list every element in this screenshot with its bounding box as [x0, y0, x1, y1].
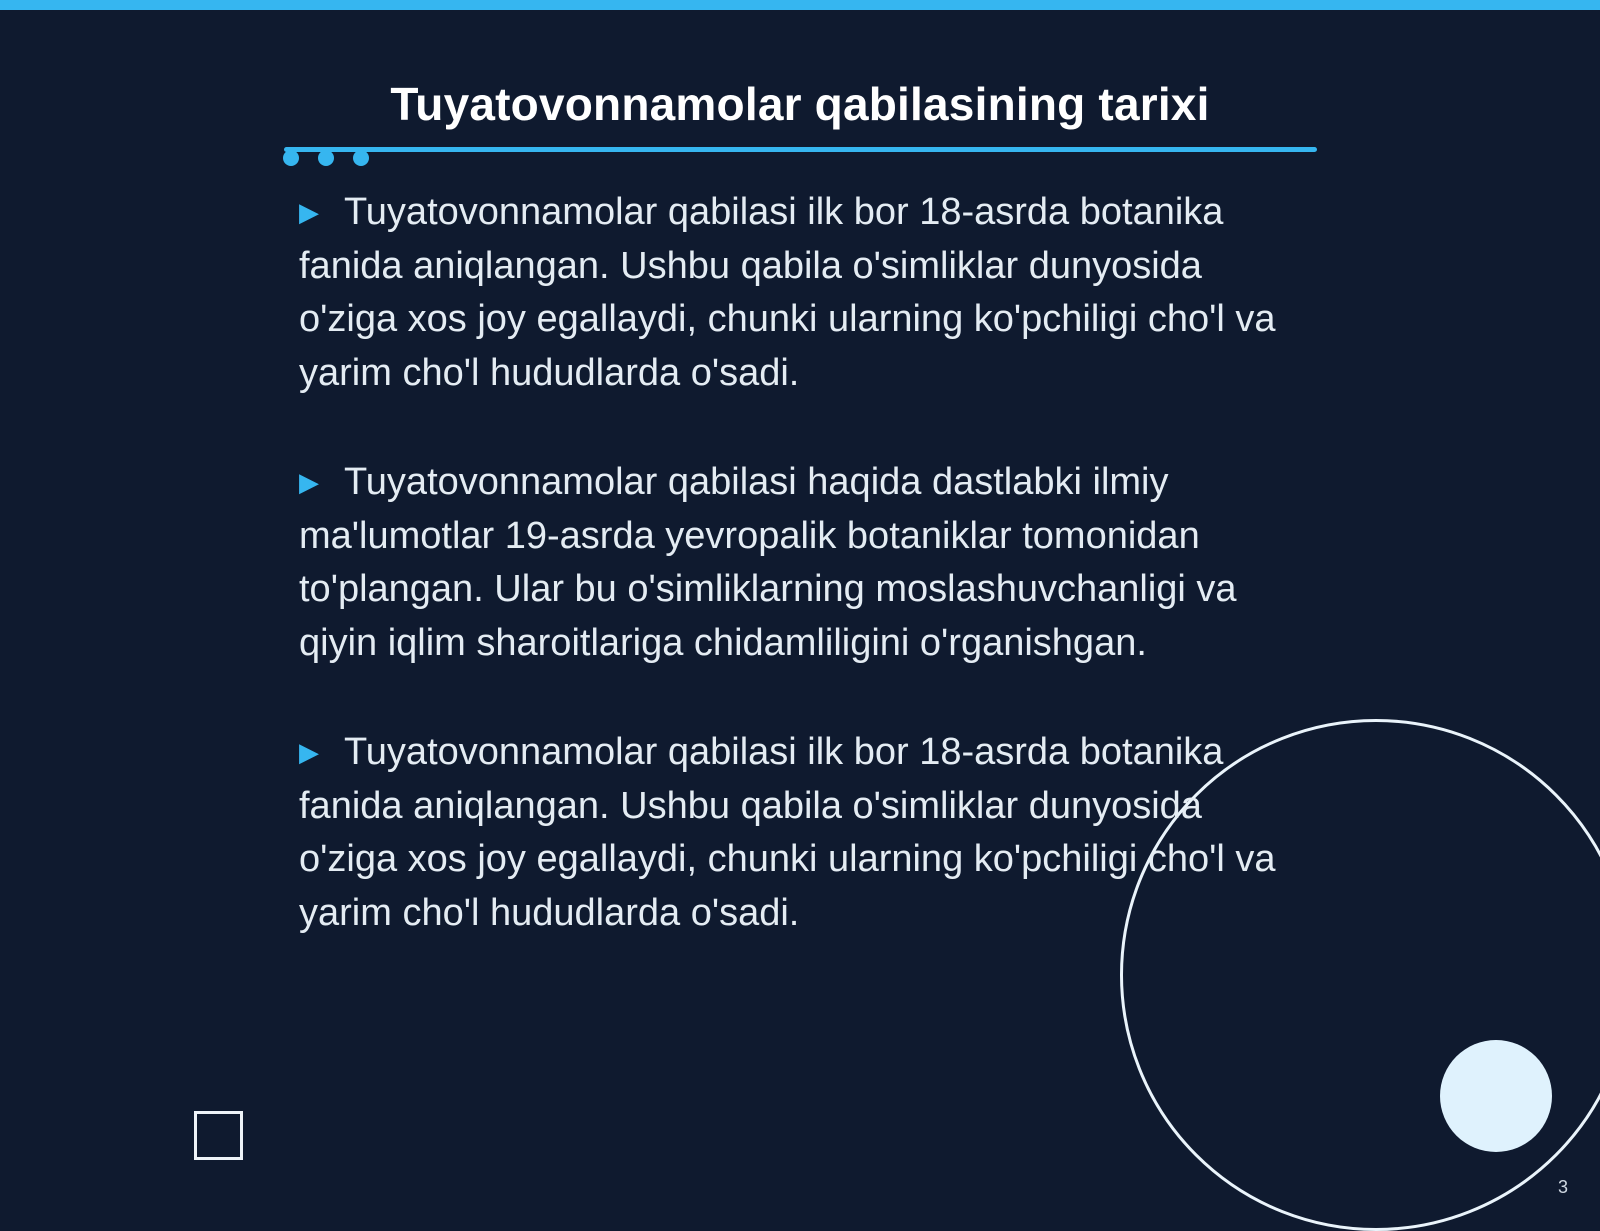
bullet-item [299, 456, 1309, 670]
underline-dot [353, 150, 369, 166]
top-accent-bar [0, 0, 1600, 10]
bullet-text: Tuyatovonnamolar qabilasi ilk bor 18-asrda botanika fanida aniqlangan. Ushbu qabila o'simliklar dunyosida o'ziga xos joy egallaydi, chunki ularning ko'pchiligi cho'l va yarim cho'l hududlarda o'sadi. [299, 191, 1276, 394]
underline-dot [283, 150, 299, 166]
triangle-bullet-icon: ▶ [299, 467, 319, 497]
decorative-square-outline [194, 1111, 243, 1160]
bullet-text: Tuyatovonnamolar qabilasi ilk bor 18-asrda botanika fanida aniqlangan. Ushbu qabila o'simliklar dunyosida o'ziga xos joy egallaydi, chunki ularning ko'pchiligi cho'l va yarim cho'l hududlarda o'sadi. [299, 731, 1276, 934]
slide-title: Tuyatovonnamolar qabilasining tarixi [390, 78, 1210, 130]
decorative-circle-filled [1440, 1040, 1552, 1152]
bullet-item [299, 726, 1309, 940]
underline-dot [318, 150, 334, 166]
triangle-bullet-icon: ▶ [299, 737, 319, 767]
title-underline [284, 147, 1317, 152]
slide-number: 3 [1557, 1177, 1568, 1197]
bullet-list [299, 186, 1309, 996]
triangle-bullet-icon: ▶ [299, 197, 319, 227]
bullet-item [299, 186, 1309, 400]
bullet-text: Tuyatovonnamolar qabilasi haqida dastlabki ilmiy ma'lumotlar 19-asrda yevropalik botaniklar tomonidan to'plangan. Ular bu o'simliklarning moslashuvchanligi va qiyin iqlim sharoitlariga chidamliligini o'rganishgan. [299, 461, 1237, 664]
